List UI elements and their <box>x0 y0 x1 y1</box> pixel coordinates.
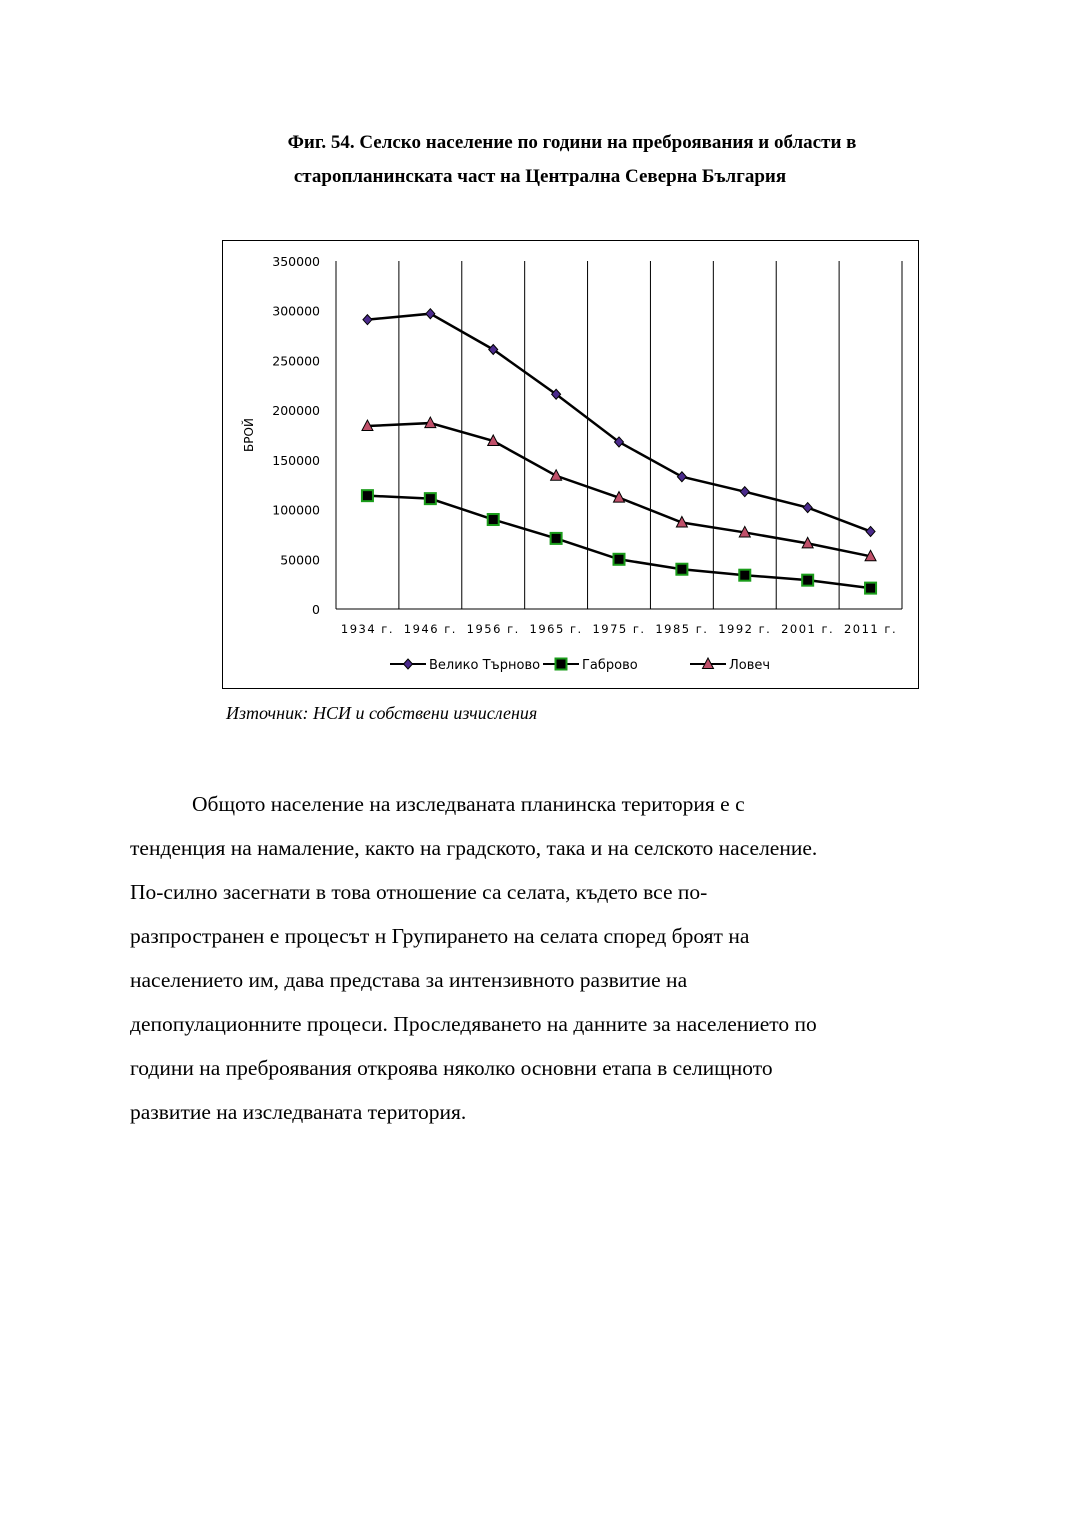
data-point <box>803 503 812 513</box>
legend-marker <box>404 659 413 669</box>
data-point <box>614 554 625 565</box>
data-point <box>865 583 876 594</box>
y-tick-label: 250000 <box>272 353 320 369</box>
data-point <box>425 493 436 504</box>
data-point <box>362 490 373 501</box>
paragraph-line: разпространен е процесът н Групирането на селата според броят на <box>130 924 750 948</box>
paragraph-line: развитие на изследваната територия. <box>130 1100 467 1124</box>
data-point <box>676 564 687 575</box>
x-tick-label: 1975 г. <box>592 622 646 636</box>
x-tick-label: 1956 г. <box>466 622 520 636</box>
y-axis-title: БРОЙ <box>242 418 256 452</box>
paragraph-line: тенденция на намаление, както на градското, така и на селското население. <box>130 836 818 860</box>
figure-title <box>0 126 1080 194</box>
x-tick-label: 2001 г. <box>781 622 835 636</box>
data-point <box>740 487 749 497</box>
x-tick-label: 1985 г. <box>655 622 709 636</box>
data-point <box>677 472 686 482</box>
line-chart <box>223 241 920 690</box>
paragraph-line: Общото население на изследваната планинска територия е с <box>192 792 745 816</box>
data-point <box>426 309 435 319</box>
data-point <box>739 570 750 581</box>
y-tick-label: 300000 <box>272 303 320 319</box>
data-point <box>551 533 562 544</box>
x-tick-label: 1934 г. <box>340 622 395 636</box>
x-tick-label: 2011 г. <box>843 622 898 636</box>
x-tick-label: 1965 г. <box>529 622 583 636</box>
paragraph-line: населението им, дава представа за интензивното развитие на <box>130 968 688 992</box>
y-tick-label: 0 <box>312 602 320 617</box>
chart-frame <box>222 240 919 689</box>
x-tick-label: 1992 г. <box>718 622 772 636</box>
paragraph-line: години на преброявания откроява няколко основни етапа в селищното <box>130 1056 773 1080</box>
data-point <box>802 575 813 586</box>
legend-marker <box>556 659 567 670</box>
y-tick-label: 350000 <box>272 254 320 269</box>
legend-label: Ловеч <box>729 658 771 673</box>
x-tick-label: 1946 г. <box>403 622 457 636</box>
legend-label: Велико Търново <box>429 658 541 673</box>
data-point <box>866 526 875 536</box>
y-tick-label: 150000 <box>272 452 320 468</box>
figure-title-line-2: старопланинската част на Централна Северна България <box>293 166 787 187</box>
paragraph-line: По-силно засегнати в това отношение са селата, където все по- <box>130 880 708 904</box>
y-tick-label: 100000 <box>272 502 320 518</box>
data-point <box>363 315 372 325</box>
figure-title-line-1: Фиг. 54. Селско население по години на преброявания и области в <box>287 132 857 153</box>
y-tick-label: 50000 <box>280 552 320 568</box>
y-tick-label: 200000 <box>272 403 320 419</box>
data-point <box>488 514 499 525</box>
body-paragraph <box>130 782 960 1134</box>
figure-source: Източник: НСИ и собствени изчисления <box>226 703 538 723</box>
paragraph-line: депопулационните процеси. Проследяването на данните за населението по <box>130 1012 817 1036</box>
legend-label: Габрово <box>582 658 638 673</box>
